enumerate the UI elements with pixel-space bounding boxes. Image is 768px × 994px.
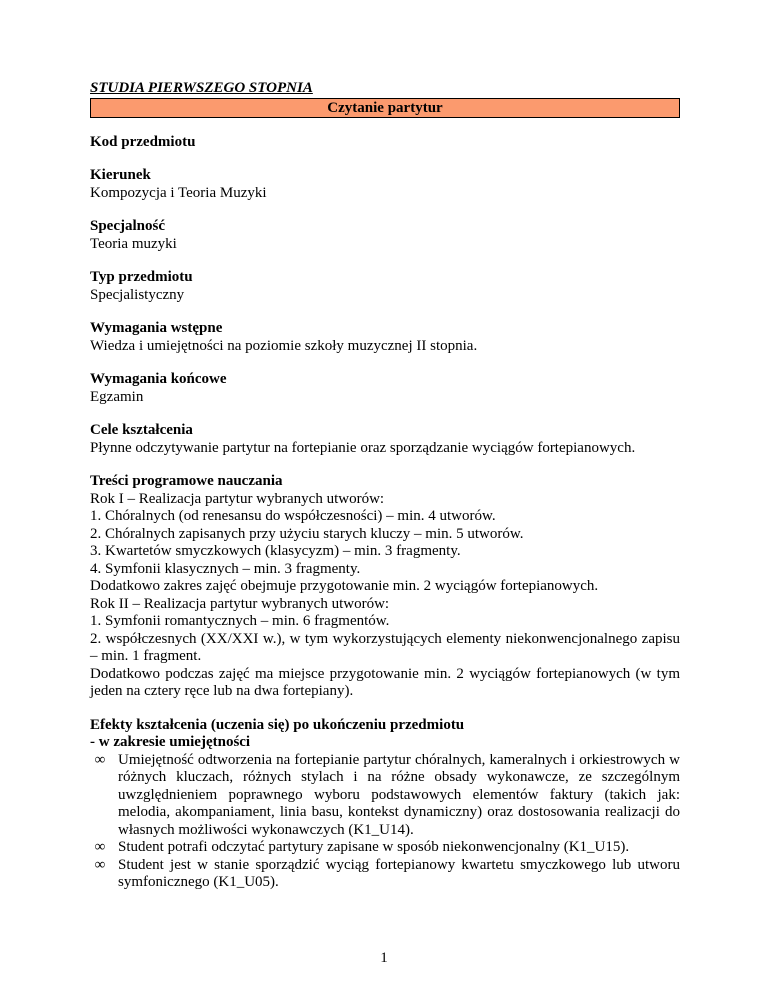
section-kod bbox=[90, 134, 680, 152]
list-item bbox=[90, 752, 680, 840]
section-wymagania-wstepne bbox=[90, 320, 680, 355]
list-item-text: Umiejętność odtworzenia na fortepianie partytur chóralnych, kameralnych i orkiestrowych w różnych kluczach, różnych stylach i na różne obsady wykonawcze, ze szczególnym uwzględnieniem poprawnego wyboru podstawowych elementów faktury (takich jak: melodia, akompaniament, linia basu, kontekst dynamiczny) oraz dostosowania realizacji do własnych możliwości wykonawczych (K1_U14). bbox=[118, 751, 680, 838]
section-typ bbox=[90, 269, 680, 304]
section-tresci bbox=[90, 473, 680, 701]
section-label: Cele kształcenia bbox=[90, 422, 193, 438]
infinity-bullet-icon: ∞ bbox=[94, 839, 106, 855]
section-label: Wymagania wstępne bbox=[90, 320, 223, 336]
section-label: Typ przedmiotu bbox=[90, 269, 193, 285]
infinity-bullet-icon: ∞ bbox=[94, 856, 106, 873]
section-kierunek bbox=[90, 167, 680, 202]
infinity-bullet-icon: ∞ bbox=[94, 751, 106, 768]
section-sublabel: - w zakresie umiejętności bbox=[90, 734, 251, 750]
page-number: 1 bbox=[380, 950, 388, 966]
tresci-line: 4. Symfonii klasycznych – min. 3 fragmenty. bbox=[90, 560, 361, 577]
section-wymagania-koncowe bbox=[90, 371, 680, 406]
section-value: Egzamin bbox=[90, 388, 144, 405]
tresci-line: Rok II – Realizacja partytur wybranych utworów: bbox=[90, 595, 390, 612]
section-value: Płynne odczytywanie partytur na fortepianie oraz sporządzanie wyciągów fortepianowych. bbox=[90, 439, 636, 456]
tresci-line: 2. Chóralnych zapisanych przy użyciu starych kluczy – min. 5 utworów. bbox=[90, 525, 524, 542]
section-value: Kompozycja i Teoria Muzyki bbox=[90, 184, 267, 201]
list-item-text: Student jest w stanie sporządzić wyciąg fortepianowy kwartetu smyczkowego lub utworu symfonicznego (K1_U05). bbox=[118, 856, 680, 890]
section-cele bbox=[90, 422, 680, 457]
subject-title-bar: Czytanie partytur bbox=[90, 98, 680, 118]
tresci-line: 1. Chóralnych (od renesansu do współczesności) – min. 4 utworów. bbox=[90, 508, 496, 524]
tresci-line: 2. współczesnych (XX/XXI w.), w tym wykorzystujących elementy niekonwencjonalnego zapisu – min. 1 fragment. bbox=[90, 630, 680, 664]
section-label: Efekty kształcenia (uczenia się) po ukończeniu przedmiotu bbox=[90, 716, 465, 733]
document-content bbox=[90, 80, 680, 892]
tresci-line: Rok I – Realizacja partytur wybranych utworów: bbox=[90, 490, 385, 507]
list-item bbox=[90, 857, 680, 892]
tresci-line: 1. Symfonii romantycznych – min. 6 fragmentów. bbox=[90, 613, 390, 629]
section-specjalnosc bbox=[90, 218, 680, 253]
list-item bbox=[90, 839, 680, 857]
section-label: Treści programowe nauczania bbox=[90, 473, 283, 489]
section-value: Specjalistyczny bbox=[90, 286, 185, 303]
study-level-title: STUDIA PIERWSZEGO STOPNIA bbox=[90, 80, 313, 96]
section-label: Kierunek bbox=[90, 167, 151, 183]
section-efekty bbox=[90, 717, 680, 892]
section-label: Specjalność bbox=[90, 218, 165, 234]
section-label: Wymagania końcowe bbox=[90, 371, 227, 387]
section-value: Wiedza i umiejętności na poziomie szkoły muzycznej II stopnia. bbox=[90, 337, 478, 354]
section-value: Teoria muzyki bbox=[90, 235, 177, 252]
tresci-line: Dodatkowo podczas zajęć ma miejsce przygotowanie min. 2 wyciągów fortepianowych (w tym jeden na cztery ręce lub na dwa fortepiany). bbox=[90, 665, 680, 699]
tresci-line: Dodatkowo zakres zajęć obejmuje przygotowanie min. 2 wyciągów fortepianowych. bbox=[90, 578, 599, 594]
list-item-text: Student potrafi odczytać partytury zapisane w sposób niekonwencjonalny (K1_U15). bbox=[118, 839, 630, 855]
tresci-line: 3. Kwartetów smyczkowych (klasycyzm) – min. 3 fragmenty. bbox=[90, 543, 461, 559]
section-label: Kod przedmiotu bbox=[90, 133, 196, 150]
efekty-list bbox=[90, 752, 680, 892]
